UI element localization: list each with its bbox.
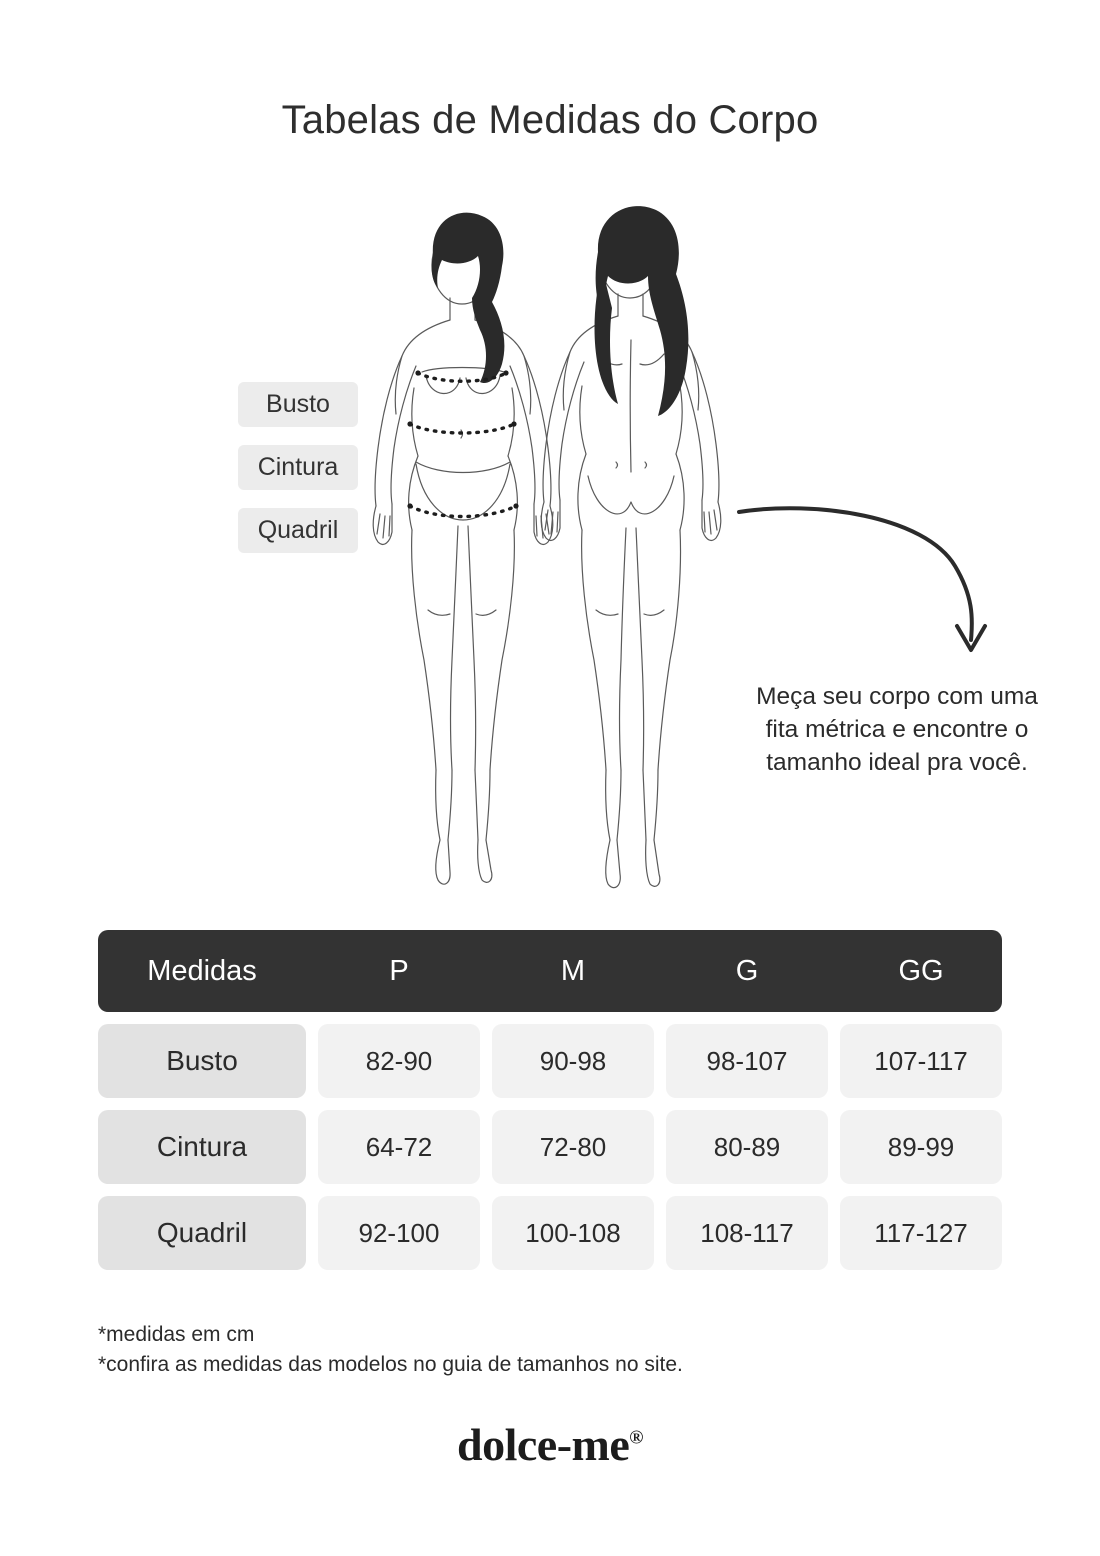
header-size-p: P — [389, 954, 409, 987]
quadril-p-value: 92-100 — [318, 1196, 480, 1270]
footnote-models: *confira as medidas das modelos no guia de tamanhos no site. — [98, 1353, 683, 1377]
two-female-figures-illustration — [330, 190, 780, 910]
table-header-row — [98, 930, 1002, 1012]
header-size-g: G — [735, 954, 759, 987]
size-table — [98, 930, 1002, 1270]
page-title: Tabelas de Medidas do Corpo — [281, 98, 819, 142]
busto-g-value: 98-107 — [666, 1024, 828, 1098]
quadril-g-value: 108-117 — [666, 1196, 828, 1270]
cintura-gg-value: 89-99 — [840, 1110, 1002, 1184]
brand-name: dolce-me — [457, 1419, 630, 1470]
header-size-gg: GG — [898, 954, 944, 987]
cintura-p-value: 64-72 — [318, 1110, 480, 1184]
registered-trademark-icon: ® — [629, 1427, 643, 1449]
brand-logo — [0, 1418, 1100, 1471]
measuring-instruction-text: Meça seu corpo com uma fita métrica e encontre o tamanho ideal pra você. — [756, 683, 1038, 777]
measure-label-cintura: Cintura — [238, 445, 358, 490]
curved-arrow-icon — [735, 500, 1005, 670]
quadril-gg-value: 117-127 — [840, 1196, 1002, 1270]
body-illustration — [330, 190, 780, 910]
quadril-m-value: 100-108 — [492, 1196, 654, 1270]
header-measures-label: Medidas — [147, 954, 257, 987]
table-row — [98, 1110, 1002, 1184]
cintura-g-value: 80-89 — [666, 1110, 828, 1184]
table-row — [98, 1024, 1002, 1098]
row-label-busto: Busto — [98, 1024, 306, 1098]
row-label-quadril: Quadril — [98, 1196, 306, 1270]
table-row — [98, 1196, 1002, 1270]
busto-p-value: 82-90 — [318, 1024, 480, 1098]
footnotes — [98, 1320, 958, 1381]
header-size-m: M — [560, 954, 586, 987]
footnote-units: *medidas em cm — [98, 1323, 255, 1346]
measure-label-busto: Busto — [238, 382, 358, 427]
measure-label-list — [228, 382, 358, 571]
row-label-cintura: Cintura — [98, 1110, 306, 1184]
busto-gg-value: 107-117 — [840, 1024, 1002, 1098]
busto-m-value: 90-98 — [492, 1024, 654, 1098]
cintura-m-value: 72-80 — [492, 1110, 654, 1184]
measure-label-quadril: Quadril — [238, 508, 358, 553]
